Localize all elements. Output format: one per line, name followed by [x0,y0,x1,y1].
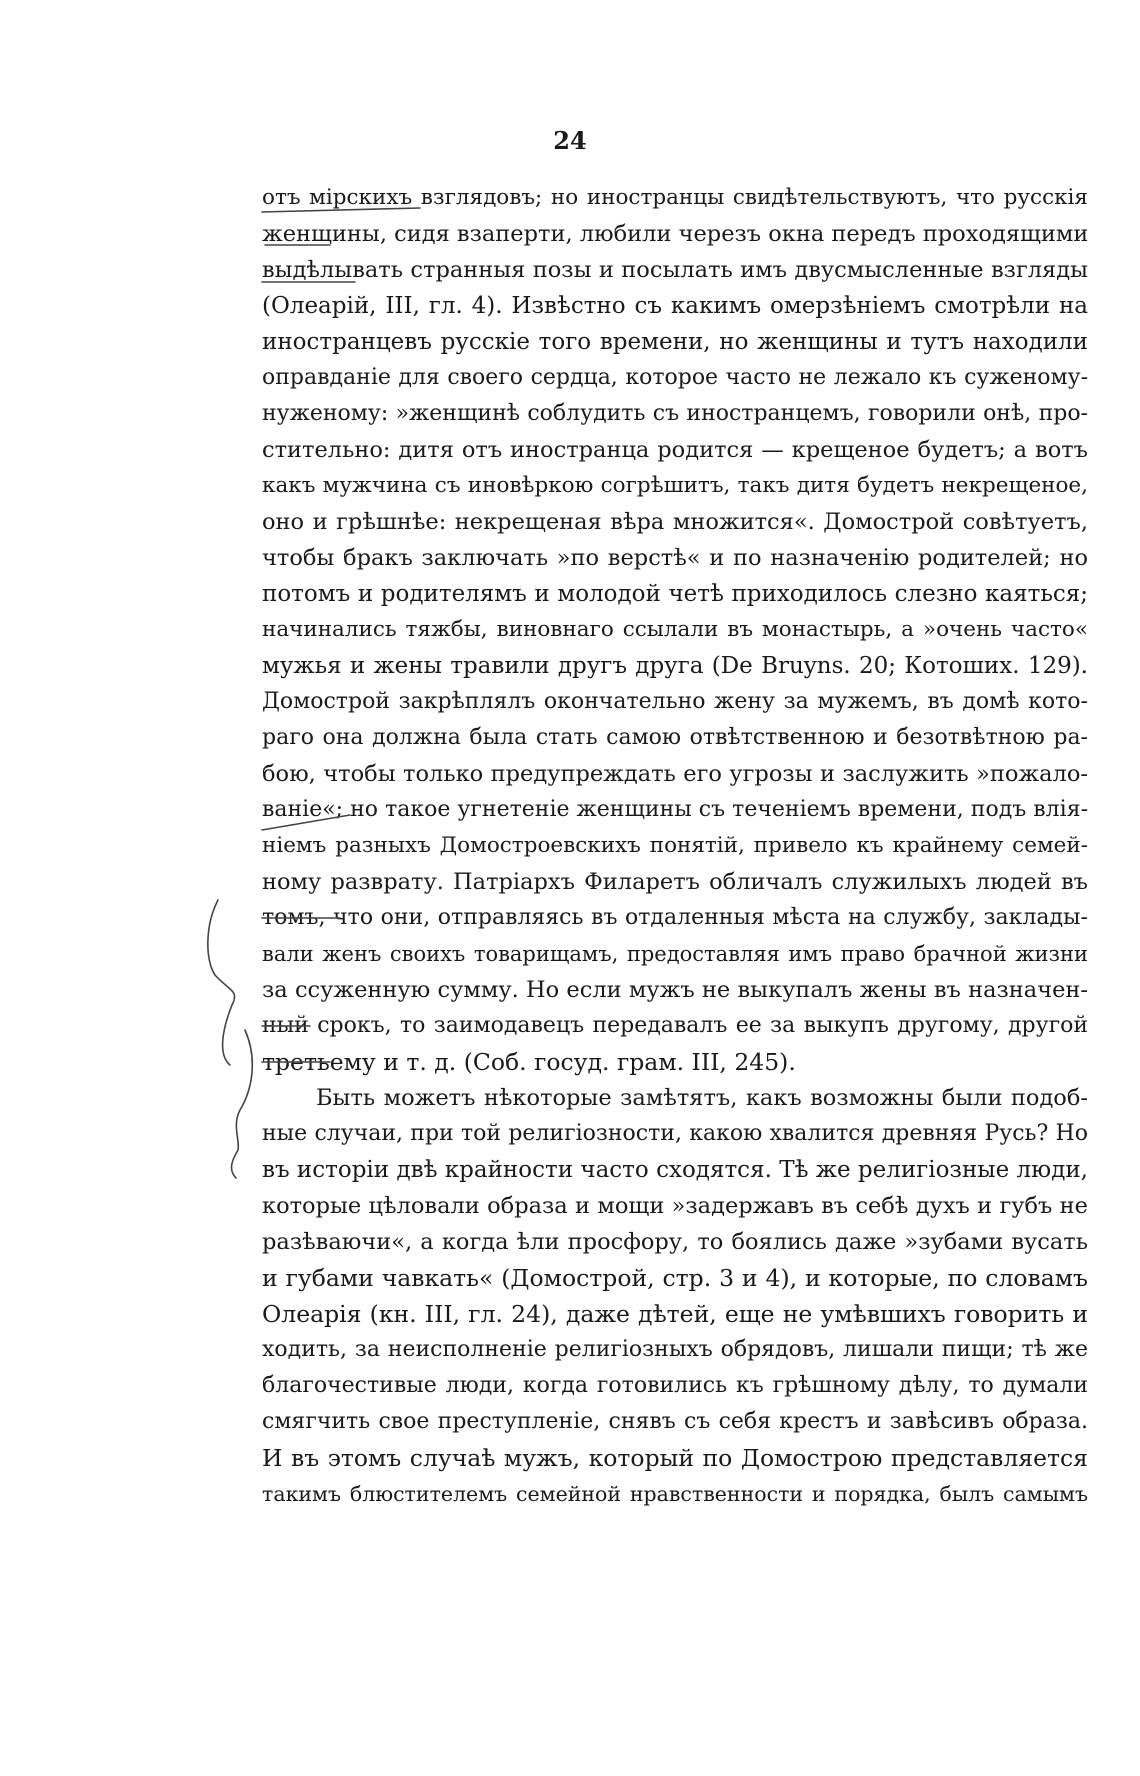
text-line: томъ, что они, отправляясь въ отдаленныя мѣста на службу, заклады- [262,905,1088,930]
text-line: въ исторіи двѣ крайности часто сходятся. Тѣ же религіозные люди, [262,1157,1088,1183]
text-line: ходить, за неисполненіе религіозныхъ обрядовъ, лишали пищи; тѣ же [262,1337,1088,1362]
text-line: оправданіе для своего сердца, которое часто не лежало къ суженому- [262,365,1088,390]
text-line: Домострой закрѣплялъ окончательно жену за мужемъ, въ домѣ кото- [262,689,1088,714]
text-line: смягчить свое преступленіе, снявъ съ себя крестъ и завѣсивъ образа. [262,1409,1088,1434]
body-text [262,180,1088,1512]
text-line: за ссуженную сумму. Но если мужъ не выкупалъ жены въ назначен- [262,977,1088,1003]
margin-bracket-upper [208,900,235,1065]
text-line: разѣваючи«, а когда ѣли просфору, то боялись даже »зубами вусать [262,1229,1088,1255]
text-line: бою, чтобы только предупреждать его угрозы и заслужить »пожало- [262,761,1088,787]
text-line: вали женъ своихъ товарищамъ, предоставляя имъ право брачной жизни [262,942,1088,966]
text-line: иностранцевъ русскіе того времени, но женщины и тутъ находили [262,329,1088,355]
text-line: женщины, сидя взаперти, любили черезъ окна передъ проходящими [262,221,1089,247]
text-line: такимъ блюстителемъ семейной нравственности и порядка, былъ самымъ [262,1482,1088,1506]
text-line: чтобы бракъ заключать »по верстѣ« и по назначенію родителей; но [262,545,1088,571]
text-line: ніемъ разныхъ Домостроевскихъ понятій, привело къ крайнему семей- [262,833,1088,858]
text-line: стительно: дитя отъ иностранца родится — крещеное будетъ; а вотъ [262,437,1088,463]
text-line: отъ мірскихъ взглядовъ; но иностранцы свидѣтельствуютъ, что русскія [262,185,1088,210]
text-line: потомъ и родителямъ и молодой четѣ приходилось слезно каяться; [262,581,1088,607]
paragraph-1 [262,180,1088,1080]
text-line: какъ мужчина съ иновѣркою согрѣшитъ, такъ дитя будетъ некрещеное, [262,473,1088,498]
text-line: (Олеарій, III, гл. 4). Извѣстно съ какимъ омерзѣніемъ смотрѣли на [262,293,1088,319]
text-line: ваніе«; но такое угнетеніе женщины съ теченіемъ времени, подъ влія- [262,797,1088,822]
margin-bracket-lower [232,1030,253,1178]
text-line: ному разврату. Патріархъ Филаретъ обличалъ служилыхъ людей въ [262,869,1088,895]
page-number: 24 [553,126,587,155]
text-line: и губами чавкать« (Домострой, стр. 3 и 4), и которые, по словамъ [262,1264,1088,1292]
text-line: ные случаи, при той религіозности, какою хвалится древняя Русь? Но [262,1121,1088,1146]
text-line: Быть можетъ нѣкоторые замѣтятъ, какъ возможны были подоб- [316,1085,1088,1111]
text-line: раго она должна была стать самою отвѣтственною и безотвѣтною ра- [262,725,1088,750]
text-line-last: третьему и т. д. (Соб. госуд. грам. III, 245). [262,1048,796,1076]
text-line: благочестивые люди, когда готовились къ грѣшному дѣлу, то думали [262,1373,1088,1398]
text-line: выдѣлывать странныя позы и посылать имъ двусмысленные взгляды [262,257,1088,283]
text-line: нуженому: »женщинѣ соблудить съ иностранцемъ, говорили онѣ, про- [262,401,1088,426]
text-line: оно и грѣшнѣе: некрещеная вѣра множится«. Домострой совѣтуетъ, [262,509,1088,535]
text-line: начинались тяжбы, виновнаго ссылали въ монастырь, а »очень часто« [262,617,1088,642]
text-line: И въ этомъ случаѣ мужъ, который по Домострою представляется [262,1444,1088,1472]
paragraph-2 [262,1080,1088,1512]
text-line: которые цѣловали образа и мощи »задержавъ въ себѣ духъ и губъ не [262,1193,1088,1219]
text-line: мужья и жены травили другъ друга (De Bruyns. 20; Котоших. 129). [262,653,1088,679]
text-line: ный срокъ, то заимодавецъ передавалъ ее за выкупъ другому, другой [262,1013,1088,1038]
text-line: Олеарія (кн. III, гл. 24), даже дѣтей, еще не умѣвшихъ говорить и [262,1300,1088,1328]
